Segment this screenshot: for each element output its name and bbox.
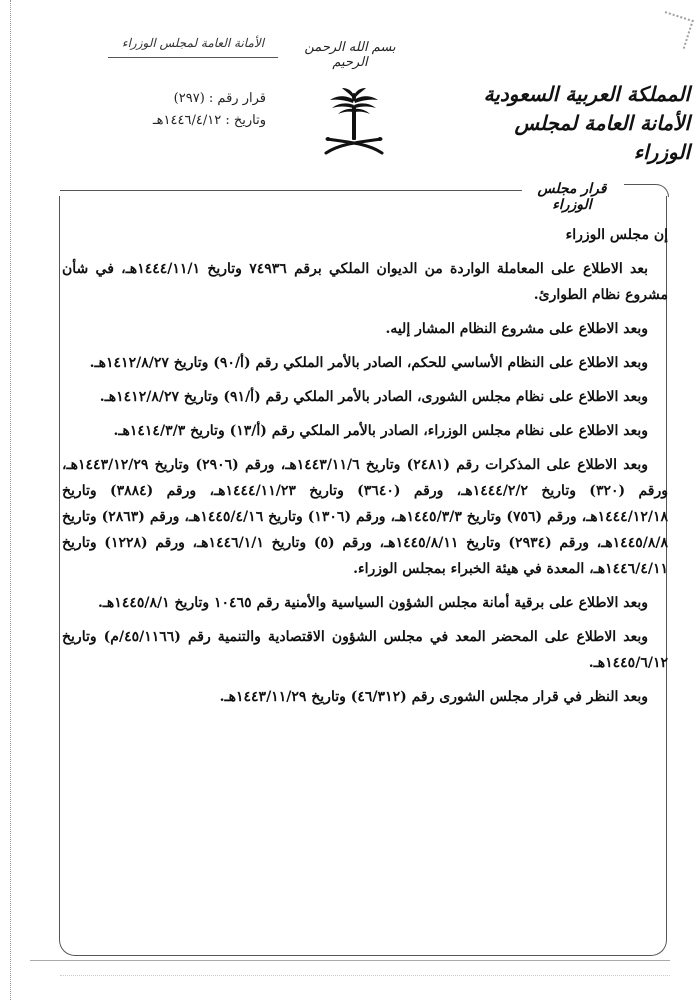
basmala-text: بسم الله الرحمن الرحيم: [304, 40, 396, 70]
document-paragraph: وبعد الاطلاع على نظام مجلس الوزراء، الصادر بالأمر الملكي رقم (أ/١٣) وتاريخ ١٤١٤/٣/٣هـ.: [113, 423, 648, 439]
decision-number-row: [96, 88, 266, 110]
document-paragraph: وبعد الاطلاع على المذكرات رقم (٢٤٨١) وتاريخ ١٤٤٣/١١/٦هـ، ورقم (٢٩٠٦) وتاريخ ١٤٤٣/١٢/٢٩هـ، ورقم (٣٢٠) وتاريخ ١٤٤٤/٢/٢هـ، ورقم (٣٦٤٠) وتاريخ ١٤٤٤/١١/٢٣هـ، ورقم (٣٨٨٤) وتاريخ ١٤٤٤/١٢/١٨هـ، ورقم (٧٥٦) وتاريخ ١٤٤٥/٣/٣هـ، ورقم (١٣٠٦) وتاريخ ١٤٤٥/٤/١٦هـ، ورقم (٢٨٦٣) وتاريخ ١٤٤٥/٨/٨هـ، ورقم (٢٩٣٤) وتاريخ ١٤٤٥/٨/١١هـ، ورقم (٥) وتاريخ ١٤٤٦/١/١هـ، ورقم (١٢٢٨) وتاريخ ١٤٤٦/٤/١١هـ، المعدة في هيئة الخبراء بمجلس الوزراء.: [62, 457, 668, 577]
document-body: [62, 222, 668, 718]
decision-number-value: (٢٩٧): [173, 91, 205, 106]
decision-date-row: [96, 110, 266, 132]
left-margin-mark: [10, 0, 51, 1000]
title-rule: [60, 190, 522, 191]
decision-date-value: ١٤٤٦/٤/١٢هـ: [152, 113, 222, 129]
document-paragraph: وبعد النظر في قرار مجلس الشورى رقم (٤٦/٣١٢) وتاريخ ١٤٤٣/١١/٢٩هـ.: [219, 689, 648, 705]
document-paragraph: وبعد الاطلاع على مشروع النظام المشار إليه.: [385, 321, 648, 337]
footer-dotted-line: [60, 975, 670, 977]
secretariat-line: الأمانة العامة لمجلس الوزراء: [514, 111, 690, 164]
document-paragraph: وبعد الاطلاع على النظام الأساسي للحكم، الصادر بالأمر الملكي رقم (أ/٩٠) وتاريخ ١٤١٢/٨/٢٧هـ.: [89, 355, 648, 371]
corner-scan-mark: [656, 11, 694, 49]
kingdom-line: المملكة العربية السعودية: [483, 82, 690, 106]
decision-number-label: قرار رقم :: [208, 91, 266, 106]
organization-header: [475, 80, 690, 167]
bottom-rule: [30, 960, 670, 961]
top-left-header: الأمانة العامة لمجلس الوزراء: [121, 36, 265, 50]
document-paragraph: وبعد الاطلاع على برقية أمانة مجلس الشؤون السياسية والأمنية رقم ١٠٤٦٥ وتاريخ ١٤٤٥/٨/١هـ.: [97, 595, 648, 611]
document-paragraph: وبعد الاطلاع على نظام مجلس الشورى، الصادر بالأمر الملكي رقم (أ/٩١) وتاريخ ١٤١٢/٨/٢٧هـ.: [99, 389, 648, 405]
document-paragraph: بعد الاطلاع على المعاملة الواردة من الديوان الملكي برقم ٧٤٩٣٦ وتاريخ ١٤٤٤/١١/١هـ، في شأن مشروع نظام الطوارئ.: [62, 261, 668, 303]
document-heading: إن مجلس الوزراء: [565, 227, 668, 243]
top-left-divider: [108, 57, 278, 58]
decision-date-label: وتاريخ :: [225, 113, 266, 129]
document-paragraph: وبعد الاطلاع على المحضر المعد في مجلس الشؤون الاقتصادية والتنمية رقم (٤٥/١١٦٦/م) وتاريخ ١٤٤٥/٦/١٢هـ.: [62, 629, 668, 671]
page-title: قرار مجلس الوزراء: [537, 181, 607, 213]
decision-info: [96, 88, 266, 132]
palm-and-swords-emblem-icon: [318, 82, 390, 164]
